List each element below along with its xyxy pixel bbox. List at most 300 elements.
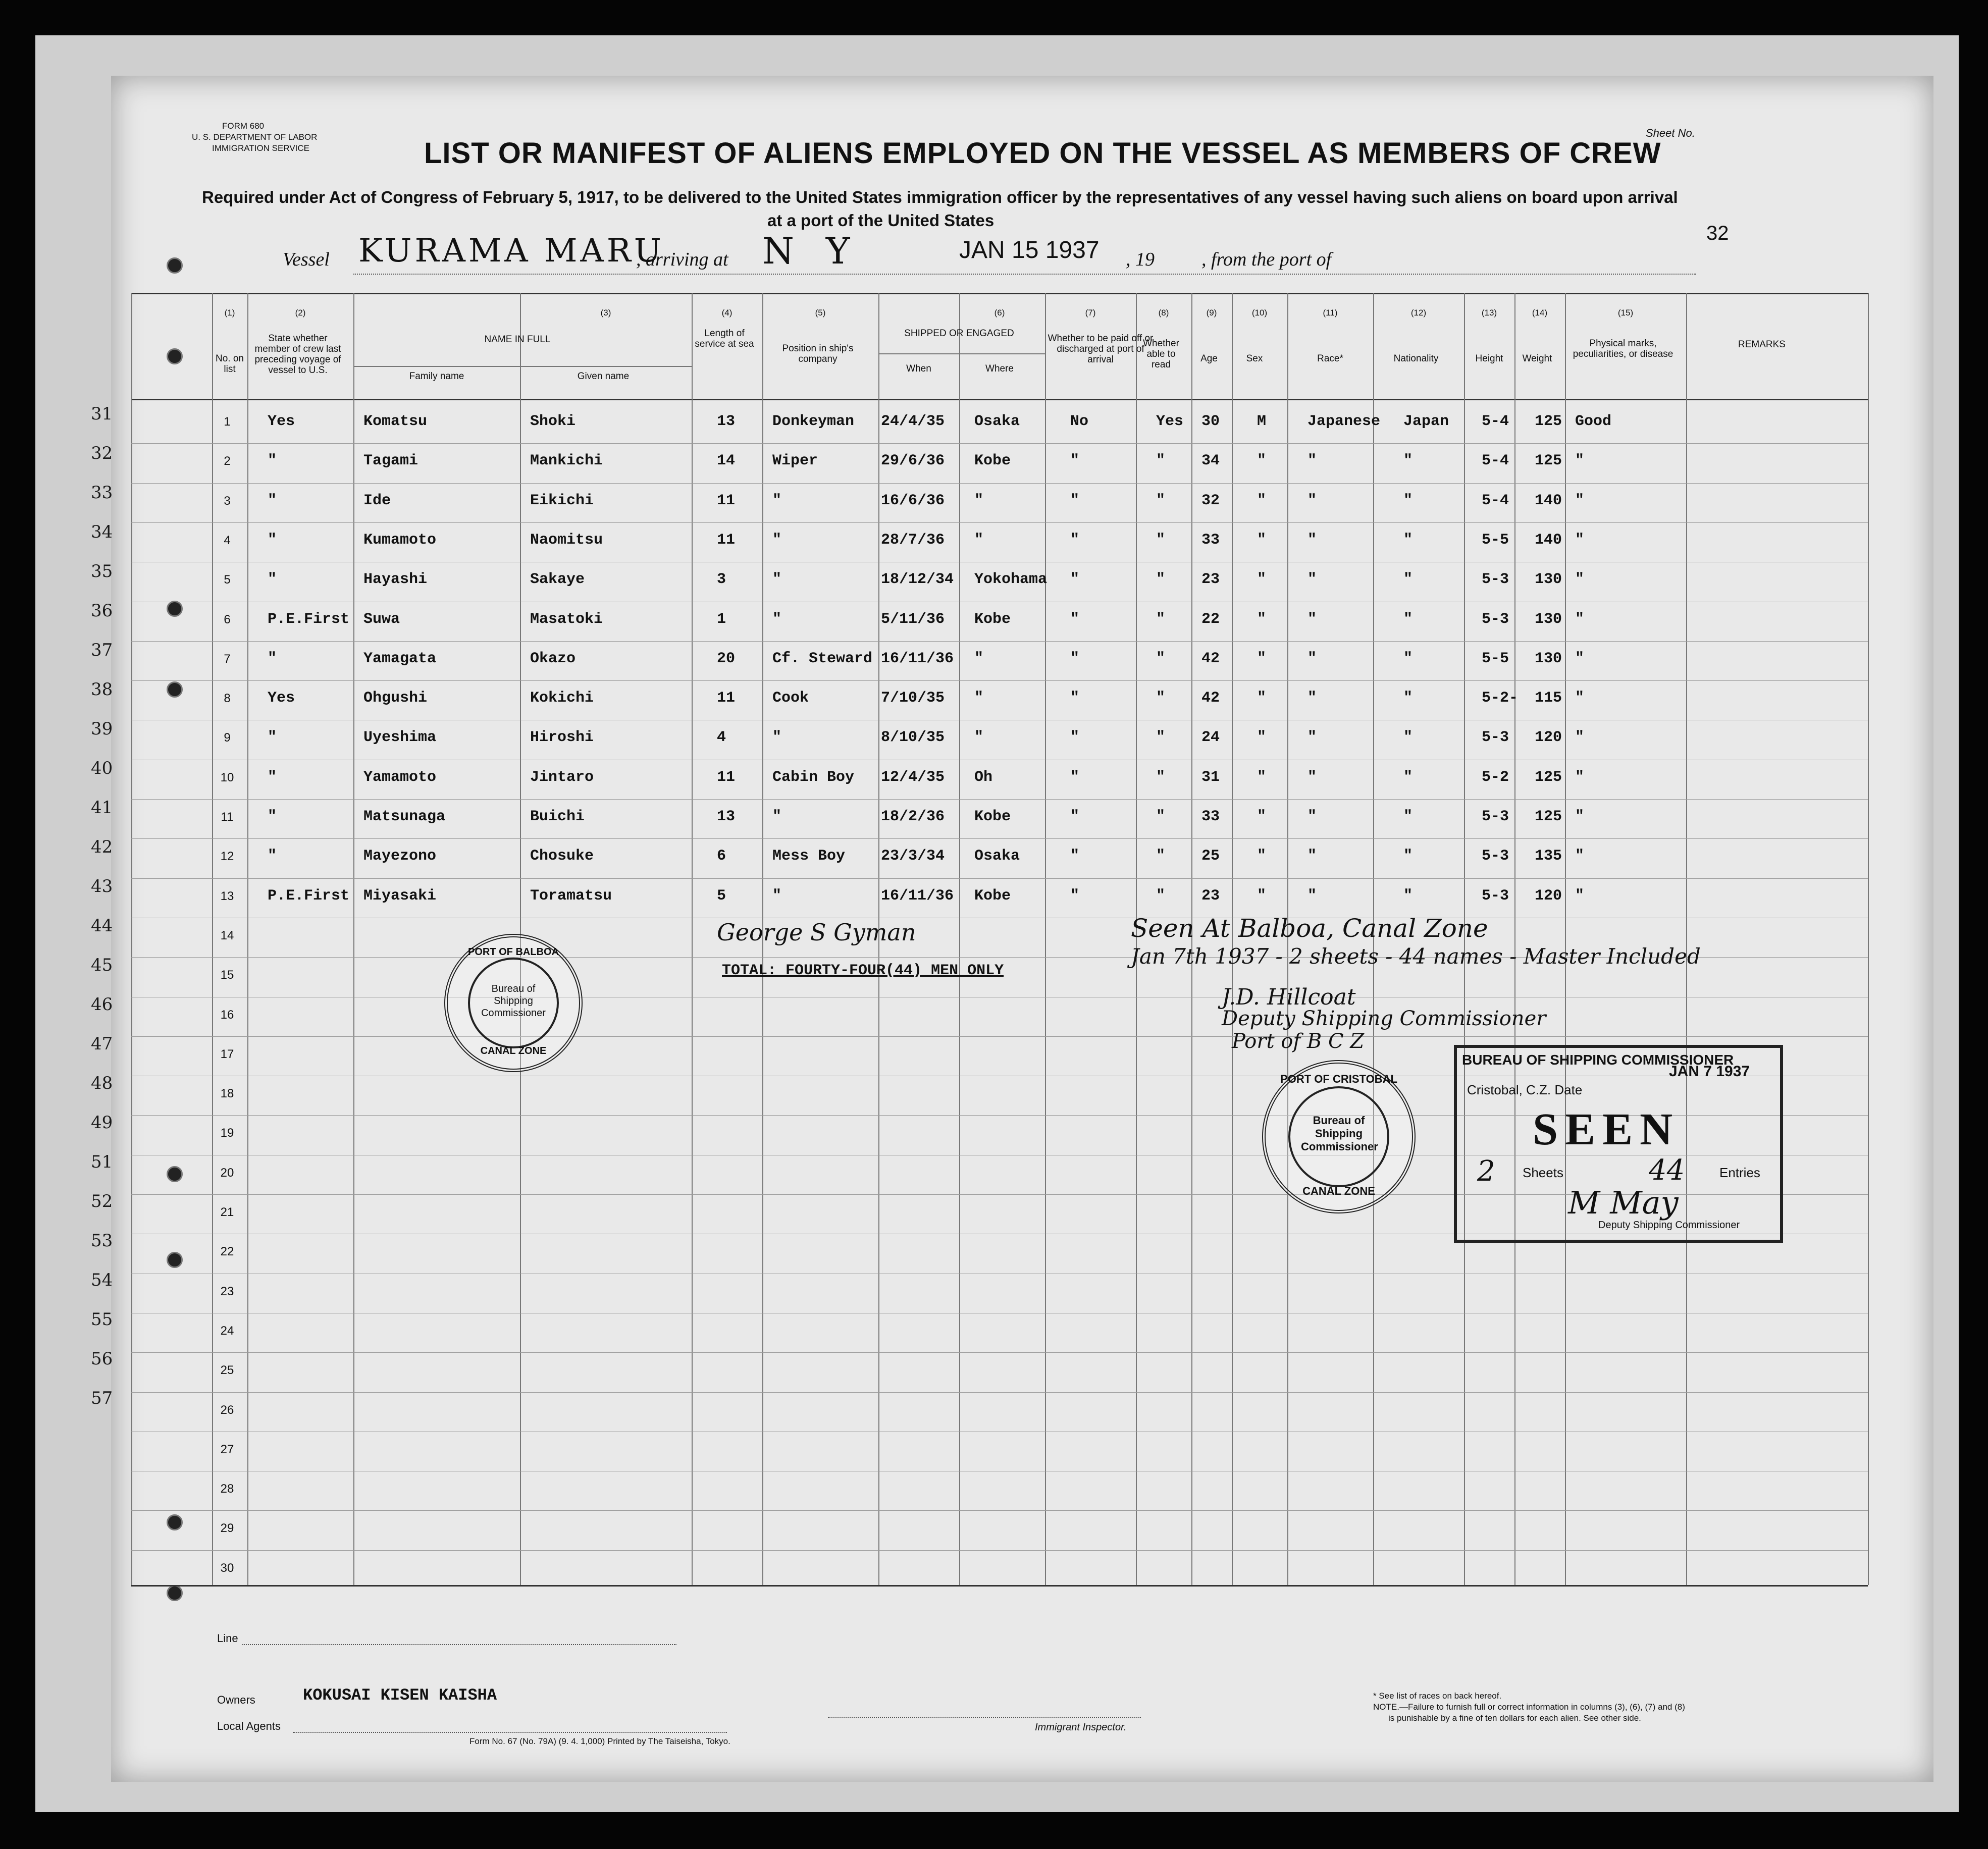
cell-given: Naomitsu	[530, 531, 603, 549]
cell-position: Cabin Boy	[772, 768, 855, 786]
header-state-whether: State whether member of crew last preceding voyage of vessel to U.S.	[254, 333, 341, 376]
cell-phys: "	[1575, 650, 1585, 667]
cell-height: 5-2	[1482, 768, 1509, 786]
bureau-stamp-title: BUREAU OF SHIPPING COMMISSIONER	[1462, 1052, 1734, 1068]
cell-family: Matsunaga	[363, 808, 446, 825]
seen-note-title: Deputy Shipping Commissioner	[1222, 1007, 1546, 1030]
cell-given: Sakaye	[530, 571, 585, 589]
row-number: 1	[224, 415, 231, 429]
header-race: Race*	[1317, 353, 1343, 364]
header-no-on-list: No. on list	[216, 353, 244, 375]
cell-weight: 115	[1535, 690, 1562, 707]
cell-when: 23/3/34	[881, 848, 945, 865]
cell-sex: "	[1257, 690, 1267, 707]
header-length-service: Length of service at sea	[695, 328, 754, 349]
cell-age: 42	[1201, 650, 1220, 667]
cell-where: Kobe	[974, 808, 1011, 825]
column-divider	[1565, 293, 1566, 1585]
column-divider	[1514, 293, 1515, 1585]
bureau-stamp-sheets-label: Sheets	[1523, 1165, 1563, 1180]
cell-given: Hiroshi	[530, 729, 594, 747]
row-number: 12	[220, 850, 234, 864]
cell-paid: "	[1070, 610, 1080, 628]
cell-paid: "	[1070, 492, 1080, 509]
column-number: (8)	[1158, 308, 1169, 318]
form-number: FORM 680	[222, 121, 265, 131]
cell-nat: "	[1403, 650, 1413, 667]
cell-given: Shoki	[530, 413, 576, 430]
cell-paid: "	[1070, 729, 1080, 747]
empty-row-number: 24	[220, 1324, 234, 1338]
column-number: (14)	[1532, 308, 1548, 318]
cell-state: "	[268, 452, 277, 470]
cell-length: 11	[717, 492, 736, 509]
margin-line-number: 49	[91, 1113, 113, 1133]
margin-line-number: 43	[91, 876, 113, 896]
row-divider	[131, 522, 1868, 523]
cell-sex: M	[1257, 413, 1267, 430]
cell-when: 5/11/36	[881, 610, 945, 628]
cell-when: 8/10/35	[881, 729, 945, 747]
cell-phys: "	[1575, 571, 1585, 589]
header-weight: Weight	[1522, 353, 1552, 364]
row-number: 8	[224, 692, 231, 706]
cell-where: Oh	[974, 768, 993, 786]
margin-line-number: 32	[91, 443, 113, 463]
balboa-stamp-bottom: CANAL ZONE	[480, 1045, 547, 1056]
cell-weight: 130	[1535, 571, 1562, 589]
cell-height: 5-3	[1482, 848, 1509, 865]
cell-where: Yokohama	[974, 571, 1048, 589]
balboa-port-stamp	[444, 934, 583, 1072]
cell-race: "	[1307, 768, 1317, 786]
cell-given: Toramatsu	[530, 887, 612, 905]
binder-hole	[167, 1252, 183, 1268]
empty-row-number: 30	[220, 1561, 234, 1575]
cell-when: 16/11/36	[881, 887, 954, 905]
margin-line-number: 33	[91, 483, 113, 503]
cell-when: 12/4/35	[881, 768, 945, 786]
cell-read: "	[1156, 452, 1166, 470]
column-divider	[131, 293, 132, 1585]
cell-nat: Japan	[1403, 413, 1449, 430]
cell-where: "	[974, 650, 984, 667]
sheet-no-label: Sheet No.	[1646, 127, 1695, 139]
cell-length: 20	[717, 650, 736, 667]
cell-family: Yamagata	[363, 650, 437, 667]
cell-state: Yes	[268, 413, 295, 430]
cell-position: Mess Boy	[772, 848, 846, 865]
cristobal-stamp-inner: Bureau of Shipping Commissioner	[1301, 1114, 1378, 1153]
column-divider	[353, 293, 354, 1585]
cell-sex: "	[1257, 452, 1267, 470]
header-remarks: REMARKS	[1738, 339, 1786, 350]
cell-given: Chosuke	[530, 848, 594, 865]
cell-age: 23	[1201, 887, 1220, 905]
margin-line-number: 34	[91, 522, 113, 542]
column-number: (3)	[600, 308, 611, 318]
bureau-stamp-date: JAN 7 1937	[1669, 1063, 1750, 1080]
cell-race: "	[1307, 887, 1317, 905]
empty-row-number: 20	[220, 1166, 234, 1180]
vessel-label: Vessel	[283, 249, 330, 270]
margin-line-number: 44	[91, 916, 113, 936]
cell-nat: "	[1403, 571, 1413, 589]
cell-read: "	[1156, 768, 1166, 786]
binder-hole	[167, 1585, 183, 1601]
empty-row-number: 27	[220, 1442, 234, 1456]
margin-line-number: 35	[91, 561, 113, 582]
cell-paid: "	[1070, 452, 1080, 470]
page-number: 32	[1706, 222, 1729, 244]
column-number: (5)	[815, 308, 826, 318]
cell-read: "	[1156, 492, 1166, 509]
empty-row-number: 22	[220, 1245, 234, 1259]
cell-length: 13	[717, 808, 736, 825]
empty-row-number: 21	[220, 1205, 234, 1219]
cell-sex: "	[1257, 768, 1267, 786]
column-divider	[692, 293, 693, 1585]
cristobal-port-stamp	[1262, 1060, 1416, 1213]
footer-agents-label: Local Agents	[217, 1720, 281, 1732]
cell-read: "	[1156, 808, 1166, 825]
binder-hole	[167, 257, 183, 274]
cell-paid: "	[1070, 531, 1080, 549]
cell-nat: "	[1403, 729, 1413, 747]
cell-position: Wiper	[772, 452, 818, 470]
column-divider	[959, 293, 960, 1585]
cell-phys: "	[1575, 848, 1585, 865]
cell-sex: "	[1257, 571, 1267, 589]
cell-weight: 130	[1535, 650, 1562, 667]
margin-line-number: 37	[91, 640, 113, 660]
column-number: (6)	[994, 308, 1005, 318]
cell-family: Mayezono	[363, 848, 437, 865]
cell-age: 22	[1201, 610, 1220, 628]
cell-when: 29/6/36	[881, 452, 945, 470]
cell-phys: "	[1575, 808, 1585, 825]
master-signature: George S Gyman	[717, 919, 916, 946]
row-number: 9	[224, 731, 231, 745]
cell-family: Suwa	[363, 610, 400, 628]
cell-phys: "	[1575, 768, 1585, 786]
cell-state: Yes	[268, 690, 295, 707]
cell-height: 5-2-	[1482, 690, 1519, 707]
footer-note-1: * See list of races on back hereof.	[1373, 1691, 1502, 1701]
arrival-date-stamp: JAN 15 1937	[959, 237, 1100, 263]
margin-line-number: 45	[91, 955, 113, 975]
binder-hole	[167, 1166, 183, 1182]
row-divider	[131, 878, 1868, 879]
row-number: 4	[224, 533, 231, 547]
cell-where: Osaka	[974, 413, 1020, 430]
cell-position: "	[772, 610, 782, 628]
cell-family: Uyeshima	[363, 729, 437, 747]
cell-length: 5	[717, 887, 726, 905]
column-number: (11)	[1323, 308, 1338, 318]
binder-hole	[167, 681, 183, 698]
row-divider	[131, 1510, 1868, 1511]
cell-paid: "	[1070, 650, 1080, 667]
cell-family: Ide	[363, 492, 391, 509]
empty-row-number: 15	[220, 968, 234, 982]
cell-where: Kobe	[974, 610, 1011, 628]
cell-age: 25	[1201, 848, 1220, 865]
column-divider	[1045, 293, 1046, 1585]
cell-family: Yamamoto	[363, 768, 437, 786]
cell-where: "	[974, 531, 984, 549]
cell-position: Cf. Steward	[772, 650, 873, 667]
cell-weight: 125	[1535, 768, 1562, 786]
row-divider	[131, 1392, 1868, 1393]
cell-state: "	[268, 848, 277, 865]
cell-height: 5-5	[1482, 650, 1509, 667]
row-divider	[131, 799, 1868, 800]
cell-sex: "	[1257, 650, 1267, 667]
cell-family: Ohgushi	[363, 690, 428, 707]
cell-length: 1	[717, 610, 726, 628]
bureau-stamp-date-label: Cristobal, C.Z. Date	[1467, 1082, 1583, 1097]
cell-weight: 120	[1535, 887, 1562, 905]
header-subdivider	[878, 353, 1045, 354]
cell-state: P.E.First	[268, 887, 350, 905]
margin-line-number: 38	[91, 679, 113, 700]
header-sex: Sex	[1246, 353, 1263, 364]
bureau-stamp-seen: SEEN	[1533, 1104, 1680, 1154]
binder-hole	[167, 601, 183, 617]
cell-height: 5-3	[1482, 887, 1509, 905]
cell-race: "	[1307, 571, 1317, 589]
balboa-stamp-title: PORT OF BALBOA	[468, 946, 559, 958]
table-header-border	[131, 399, 1868, 400]
cell-position: Cook	[772, 690, 809, 707]
row-number: 5	[224, 573, 231, 587]
empty-row-number: 26	[220, 1403, 234, 1417]
row-divider	[131, 838, 1868, 839]
cell-length: 6	[717, 848, 726, 865]
cell-given: Okazo	[530, 650, 576, 667]
column-number: (9)	[1206, 308, 1217, 318]
cell-sex: "	[1257, 729, 1267, 747]
cell-age: 30	[1201, 413, 1220, 430]
cell-position: "	[772, 729, 782, 747]
cell-family: Hayashi	[363, 571, 428, 589]
cell-sex: "	[1257, 492, 1267, 509]
cell-phys: "	[1575, 492, 1585, 509]
column-number: (12)	[1410, 308, 1427, 318]
empty-row-number: 28	[220, 1482, 234, 1496]
cell-given: Masatoki	[530, 610, 603, 628]
cell-when: 16/11/36	[881, 650, 954, 667]
row-number: 6	[224, 612, 231, 626]
cell-age: 33	[1201, 531, 1220, 549]
arriving-label: , arriving at	[636, 249, 728, 270]
cell-weight: 135	[1535, 848, 1562, 865]
bureau-stamp-entries-label: Entries	[1719, 1165, 1760, 1180]
cell-height: 5-5	[1482, 531, 1509, 549]
cell-height: 5-3	[1482, 808, 1509, 825]
cell-race: "	[1307, 452, 1317, 470]
header-name-in-full: NAME IN FULL	[484, 334, 551, 345]
margin-line-number: 53	[91, 1231, 113, 1251]
bureau-stamp-signature: M May	[1568, 1184, 1679, 1221]
cell-given: Mankichi	[530, 452, 603, 470]
cell-age: 34	[1201, 452, 1220, 470]
cell-age: 23	[1201, 571, 1220, 589]
header-nationality: Nationality	[1393, 353, 1439, 364]
cell-age: 24	[1201, 729, 1220, 747]
margin-line-number: 51	[91, 1152, 113, 1172]
cell-when: 18/12/34	[881, 571, 954, 589]
cell-read: "	[1156, 848, 1166, 865]
empty-row-number: 23	[220, 1284, 234, 1298]
bureau-stamp-entries-count: 44	[1649, 1154, 1685, 1187]
cell-weight: 140	[1535, 492, 1562, 509]
cell-position: "	[772, 492, 782, 509]
cell-weight: 130	[1535, 610, 1562, 628]
row-number: 3	[224, 494, 231, 508]
cell-position: "	[772, 571, 782, 589]
cell-given: Kokichi	[530, 690, 594, 707]
cell-state: "	[268, 729, 277, 747]
cell-paid: "	[1070, 887, 1080, 905]
arriving-port: N Y	[762, 230, 860, 272]
cell-length: 11	[717, 690, 736, 707]
seen-note-line2: Jan 7th 1937 - 2 sheets - 44 names - Master Included	[1131, 944, 1701, 969]
cell-phys: Good	[1575, 413, 1612, 430]
cell-paid: "	[1070, 808, 1080, 825]
cell-state: "	[268, 531, 277, 549]
page-title: LIST OR MANIFEST OF ALIENS EMPLOYED ON THE VESSEL AS MEMBERS OF CREW	[424, 137, 1661, 170]
footer-owners-value: KOKUSAI KISEN KAISHA	[303, 1686, 497, 1705]
empty-row-number: 14	[220, 928, 234, 942]
empty-row-number: 19	[220, 1126, 234, 1140]
empty-row-number: 18	[220, 1087, 234, 1101]
empty-row-number: 25	[220, 1363, 234, 1378]
cell-race: "	[1307, 729, 1317, 747]
empty-row-number: 17	[220, 1047, 234, 1061]
column-divider	[1686, 293, 1687, 1585]
cell-nat: "	[1403, 610, 1413, 628]
department-label: U. S. DEPARTMENT OF LABOR	[192, 132, 318, 142]
cell-length: 4	[717, 729, 726, 747]
cell-position: "	[772, 887, 782, 905]
cell-paid: "	[1070, 690, 1080, 707]
cell-given: Eikichi	[530, 492, 594, 509]
header-given-name: Given name	[577, 371, 630, 382]
cell-race: Japanese	[1307, 413, 1381, 430]
header-where: Where	[985, 363, 1014, 374]
cell-length: 13	[717, 413, 736, 430]
footer-line-label: Line	[217, 1632, 238, 1645]
cell-where: Osaka	[974, 848, 1020, 865]
column-divider	[1868, 293, 1869, 1585]
cell-sex: "	[1257, 848, 1267, 865]
cell-position: "	[772, 808, 782, 825]
binder-hole	[167, 348, 183, 364]
cell-paid: "	[1070, 848, 1080, 865]
cell-nat: "	[1403, 768, 1413, 786]
cell-age: 31	[1201, 768, 1220, 786]
cell-when: 24/4/35	[881, 413, 945, 430]
cell-race: "	[1307, 650, 1317, 667]
cell-length: 3	[717, 571, 726, 589]
cell-height: 5-3	[1482, 610, 1509, 628]
cell-age: 32	[1201, 492, 1220, 509]
seen-note-line1: Seen At Balboa, Canal Zone	[1131, 914, 1488, 943]
header-when: When	[906, 363, 931, 374]
table-top-border	[131, 293, 1868, 294]
cell-race: "	[1307, 492, 1317, 509]
cell-where: "	[974, 690, 984, 707]
cell-paid: No	[1070, 413, 1089, 430]
column-number: (15)	[1617, 308, 1634, 318]
vessel-name: KURAMA MARU	[358, 232, 664, 270]
cell-family: Miyasaki	[363, 887, 437, 905]
cell-state: "	[268, 768, 277, 786]
table-bottom-border	[131, 1585, 1868, 1587]
cell-weight: 125	[1535, 413, 1562, 430]
cell-sex: "	[1257, 887, 1267, 905]
cell-given: Jintaro	[530, 768, 594, 786]
cell-nat: "	[1403, 492, 1413, 509]
cell-when: 18/2/36	[881, 808, 945, 825]
margin-line-number: 52	[91, 1191, 113, 1211]
cell-phys: "	[1575, 452, 1585, 470]
cell-nat: "	[1403, 531, 1413, 549]
cell-when: 7/10/35	[881, 690, 945, 707]
header-height: Height	[1475, 353, 1503, 364]
cell-state: "	[268, 492, 277, 509]
cell-read: Yes	[1156, 413, 1184, 430]
cell-phys: "	[1575, 690, 1585, 707]
cell-read: "	[1156, 650, 1166, 667]
cell-age: 42	[1201, 690, 1220, 707]
row-divider	[131, 1550, 1868, 1551]
footer-printer: Form No. 67 (No. 79A) (9. 4. 1,000) Printed by The Taiseisha, Tokyo.	[469, 1736, 730, 1746]
cell-nat: "	[1403, 887, 1413, 905]
column-number: (4)	[721, 308, 733, 318]
column-number: (2)	[295, 308, 306, 318]
cell-sex: "	[1257, 610, 1267, 628]
column-number: (1)	[224, 308, 235, 318]
cell-race: "	[1307, 531, 1317, 549]
header-physical: Physical marks, peculiarities, or disease	[1573, 338, 1673, 359]
margin-line-number: 46	[91, 994, 113, 1015]
cell-length: 11	[717, 768, 736, 786]
cell-nat: "	[1403, 690, 1413, 707]
cristobal-stamp-bottom: CANAL ZONE	[1302, 1185, 1375, 1197]
seen-note-port: Port of B C Z	[1232, 1030, 1365, 1053]
cell-state: "	[268, 571, 277, 589]
cristobal-stamp-title: PORT OF CRISTOBAL	[1280, 1073, 1397, 1085]
cell-state: "	[268, 650, 277, 667]
margin-line-number: 40	[91, 758, 113, 778]
header-family-name: Family name	[409, 371, 464, 382]
row-number: 2	[224, 454, 231, 468]
row-number: 7	[224, 652, 231, 666]
cell-phys: "	[1575, 887, 1585, 905]
cell-race: "	[1307, 848, 1317, 865]
cell-family: Tagami	[363, 452, 418, 470]
cell-age: 33	[1201, 808, 1220, 825]
cell-family: Kumamoto	[363, 531, 437, 549]
cell-where: "	[974, 492, 984, 509]
margin-line-number: 31	[91, 404, 113, 424]
cell-length: 14	[717, 452, 736, 470]
cell-where: "	[974, 729, 984, 747]
header-position: Position in ship's company	[782, 343, 854, 364]
